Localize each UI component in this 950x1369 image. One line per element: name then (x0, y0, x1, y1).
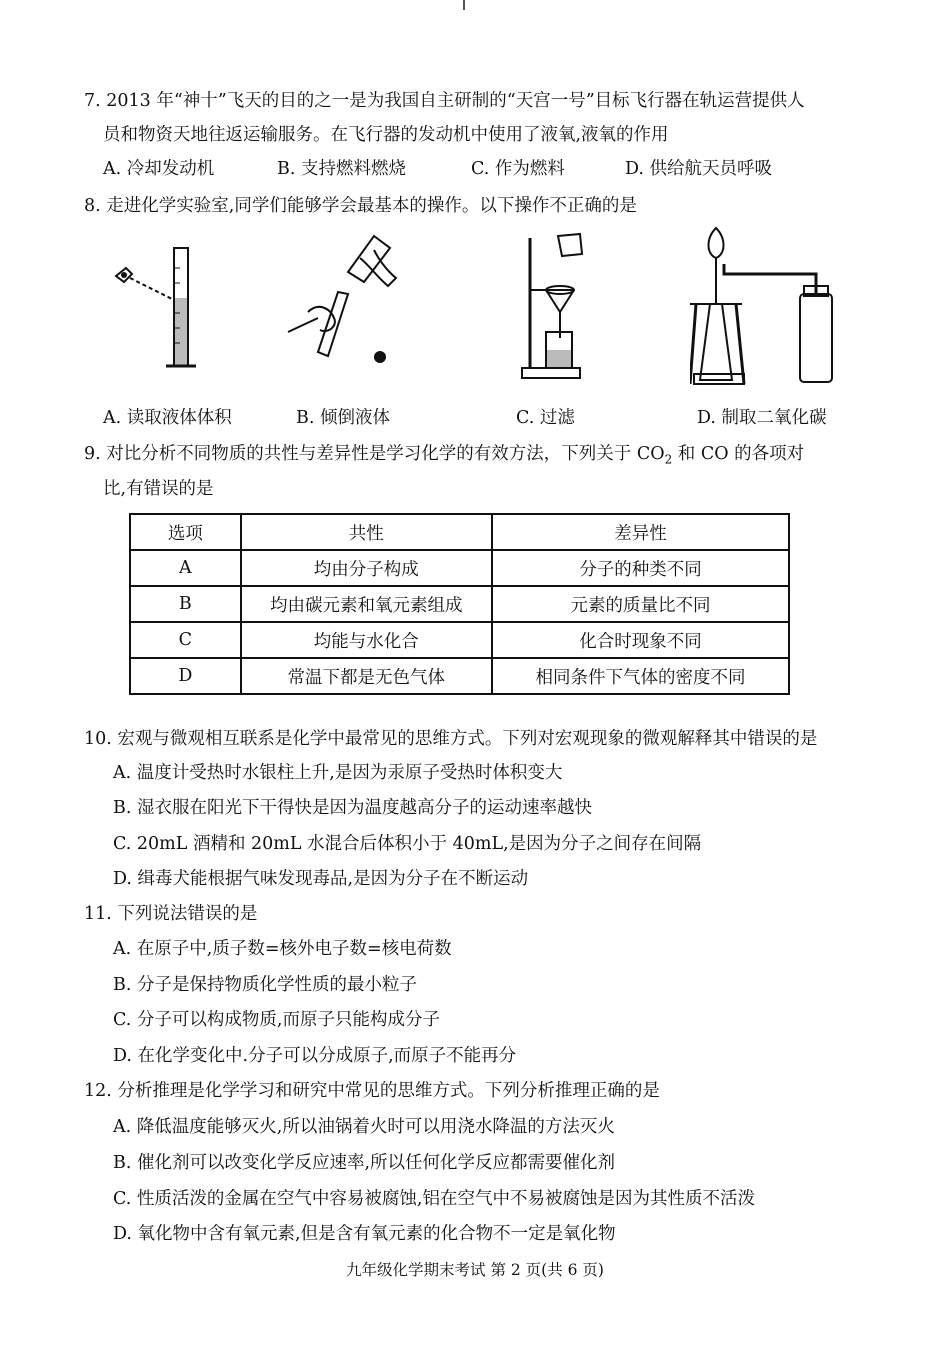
q8-caption-b: B. 倾倒液体 (296, 408, 390, 428)
q7-option-a: A. 冷却发动机 (103, 159, 215, 179)
table-cell: B (130, 586, 241, 622)
table-row (130, 550, 789, 586)
table-cell: D (130, 658, 241, 694)
page-footer: 九年级化学期末考试 第 2 页(共 6 页) (346, 1261, 604, 1279)
table-cell: 均能与水化合 (241, 622, 492, 658)
q12-option-c: C. 性质活泼的金属在空气中容易被腐蚀,铝在空气中不易被腐蚀是因为其性质不活泼 (113, 1189, 755, 1209)
table-header-row (130, 514, 789, 550)
table-row (130, 622, 789, 658)
q10-stem: 10. 宏观与微观相互联系是化学中最常见的思维方式。下列对宏观现象的微观解释其中错误的是 (84, 729, 818, 749)
q7-option-b: B. 支持燃料燃烧 (277, 159, 406, 179)
q10-option-a: A. 温度计受热时水银柱上升,是因为汞原子受热时体积变大 (113, 763, 563, 783)
table-cell: 均由分子构成 (241, 550, 492, 586)
q8-caption-c: C. 过滤 (516, 408, 575, 428)
co2-generator-icon (690, 224, 850, 389)
scan-mark-top (463, 0, 465, 10)
q9-stem (84, 443, 804, 471)
table-cell: A (130, 550, 241, 586)
q11-stem: 11. 下列说法错误的是 (84, 904, 258, 924)
q10-option-b: B. 湿衣服在阳光下干得快是因为温度越高分子的运动速率越快 (113, 798, 592, 818)
q9-stem-line2: 比,有错误的是 (103, 479, 214, 499)
table-cell: 均由碳元素和氧元素组成 (241, 586, 492, 622)
table-cell: 分子的种类不同 (492, 550, 789, 586)
q8-stem: 8. 走进化学实验室,同学们能够学会最基本的操作。以下操作不正确的是 (84, 196, 637, 216)
q11-option-b: B. 分子是保持物质化学性质的最小粒子 (113, 975, 417, 995)
table-cell: 元素的质量比不同 (492, 586, 789, 622)
q8-caption-a: A. 读取液体体积 (103, 408, 232, 428)
q7-option-c: C. 作为燃料 (471, 159, 565, 179)
table-header: 共性 (241, 514, 492, 550)
table-cell: C (130, 622, 241, 658)
q11-option-d: D. 在化学变化中.分子可以分成原子,而原子不能再分 (113, 1046, 517, 1066)
q12-stem: 12. 分析推理是化学学习和研究中常见的思维方式。下列分析推理正确的是 (84, 1081, 660, 1101)
q9-stem-pre: 9. 对比分析不同物质的共性与差异性是学习化学的有效方法，下列关于 CO (84, 444, 665, 464)
filtration-apparatus-icon (514, 228, 604, 383)
q9-stem-post: 和 CO 的各项对 (672, 444, 805, 464)
graduated-cylinder-icon (108, 238, 208, 378)
q7-option-d: D. 供给航天员呼吸 (625, 159, 773, 179)
table-row (130, 658, 789, 694)
table-header: 选项 (130, 514, 241, 550)
table-row (130, 586, 789, 622)
q9-stem-sub: 2 (664, 452, 673, 467)
table-cell: 化合时现象不同 (492, 622, 789, 658)
q11-option-c: C. 分子可以构成物质,而原子只能构成分子 (113, 1010, 440, 1030)
q12-option-a: A. 降低温度能够灭火,所以油锅着火时可以用浇水降温的方法灭火 (113, 1117, 615, 1137)
table-cell: 相同条件下气体的密度不同 (492, 658, 789, 694)
q8-caption-d: D. 制取二氧化碳 (697, 408, 827, 428)
q11-option-a: A. 在原子中,质子数=核外电子数=核电荷数 (113, 939, 452, 959)
q10-option-c: C. 20mL 酒精和 20mL 水混合后体积小于 40mL,是因为分子之间存在间隔 (113, 834, 702, 854)
table-cell: 常温下都是无色气体 (241, 658, 492, 694)
q7-line2: 员和物资天地往返运输服务。在飞行器的发动机中使用了液氧,液氧的作用 (103, 125, 669, 145)
q12-option-d: D. 氧化物中含有氧元素,但是含有氧元素的化合物不一定是氧化物 (113, 1224, 616, 1244)
table-header: 差异性 (492, 514, 789, 550)
pouring-liquid-icon (278, 222, 418, 372)
q7-line1: 7. 2013 年“神十”飞天的目的之一是为我国自主研制的“天宫一号”目标飞行器在轨运营提供人 (84, 91, 805, 111)
q12-option-b: B. 催化剂可以改变化学反应速率,所以任何化学反应都需要催化剂 (113, 1153, 616, 1173)
comparison-table (129, 513, 790, 695)
q10-option-d: D. 缉毒犬能根据气味发现毒品,是因为分子在不断运动 (113, 869, 529, 889)
